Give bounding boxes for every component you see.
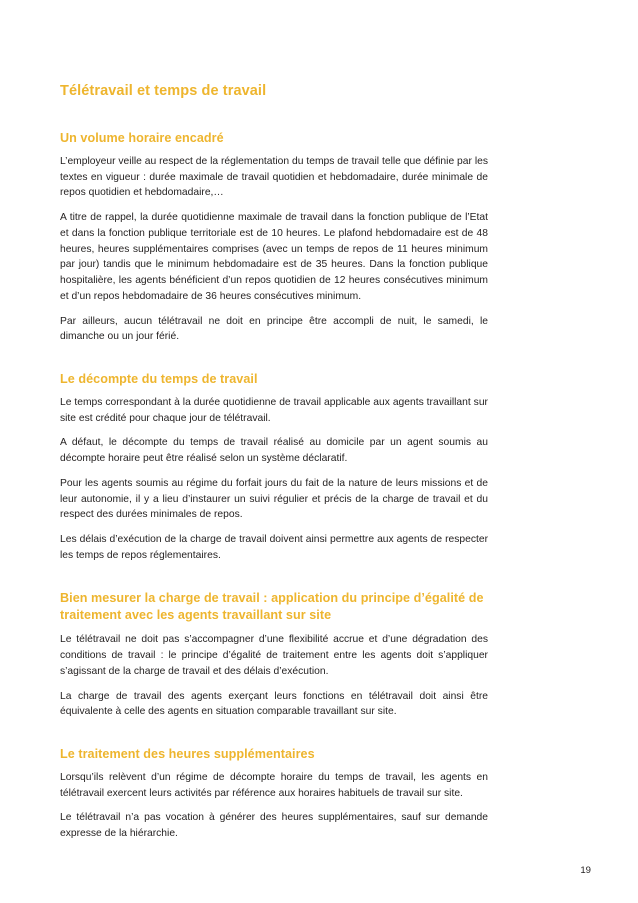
paragraph: A défaut, le décompte du temps de travail réalisé au domicile par un agent soumis au décompte horaire peut être réalisé selon un système déclaratif. [60, 437, 488, 465]
paragraph: Pour les agents soumis au régime du forfait jours du fait de la nature de leurs missions et de leur autonomie, il y a lieu d’instaurer un suivi régulier et précis de la charge de travail et du respect des durées minimales de repos. [60, 477, 488, 521]
section-volume-horaire [60, 130, 488, 345]
paragraph: Les délais d’exécution de la charge de travail doivent ainsi permettre aux agents de respecter les temps de repos réglementaires. [60, 534, 488, 561]
paragraph: Le temps correspondant à la durée quotidienne de travail applicable aux agents travaillant sur site est crédité pour chaque jour de télétravail. [60, 396, 488, 424]
section-heures-supplementaires [60, 746, 488, 842]
section-heading-charge-travail: Bien mesurer la charge de travail : application du principe d’égalité de traitement avec les agents travaillant sur site [60, 590, 484, 623]
page-number: 19 [580, 865, 591, 876]
section-heading-decompte-temps: Le décompte du temps de travail [60, 372, 258, 387]
document-content [60, 82, 488, 842]
page-title: Télétravail et temps de travail [60, 83, 267, 99]
paragraph: Le télétravail ne doit pas s’accompagner d’une flexibilité accrue et d’une dégradation des conditions de travail : le principe d’égalité de traitement entre les agents doit s’appliquer s’agissant de la charge de travail et des délais d’exécution. [60, 634, 488, 677]
paragraph: Le télétravail n’a pas vocation à générer des heures supplémentaires, sauf sur demande expresse de la hiérarchie. [60, 812, 488, 840]
section-charge-travail [60, 590, 488, 721]
paragraph: La charge de travail des agents exerçant leurs fonctions en télétravail doit ainsi être équivalente à celle des agents en situation comparable travaillant sur site. [60, 690, 488, 718]
paragraph: Lorsqu’ils relèvent d’un régime de décompte horaire du temps de travail, les agents en télétravail exercent leurs activités par référence aux horaires habituels de travail sur site. [60, 771, 488, 799]
section-decompte-temps [60, 371, 488, 563]
paragraph: Par ailleurs, aucun télétravail ne doit en principe être accompli de nuit, le samedi, le dimanche ou un jour férié. [60, 315, 488, 343]
section-heading-volume-horaire: Un volume horaire encadré [60, 131, 224, 146]
section-heading-heures-supplementaires: Le traitement des heures supplémentaires [60, 747, 315, 762]
paragraph: L’employeur veille au respect de la réglementation du temps de travail telle que définie par les textes en vigueur : durée maximale de travail quotidien et hebdomadaire, durée minimale de repos quotidien et hebdomadaire,… [60, 155, 488, 199]
paragraph: A titre de rappel, la durée quotidienne maximale de travail dans la fonction publique de l’Etat et dans la fonction publique territoriale est de 10 heures. Le plafond hebdomadaire est de 48 heures, heures supplémentaires comprises (avec un temps de repos de 11 heures minimum par jour) tandis que le minimum hebdomadaire est de 35 heures. Dans la fonction publique hospitalière, les agents bénéficient d’un repos quotidien de 12 heures consécutives minimum et d’un repos hebdomadaire de 36 heures consécutives minimum. [60, 212, 488, 302]
